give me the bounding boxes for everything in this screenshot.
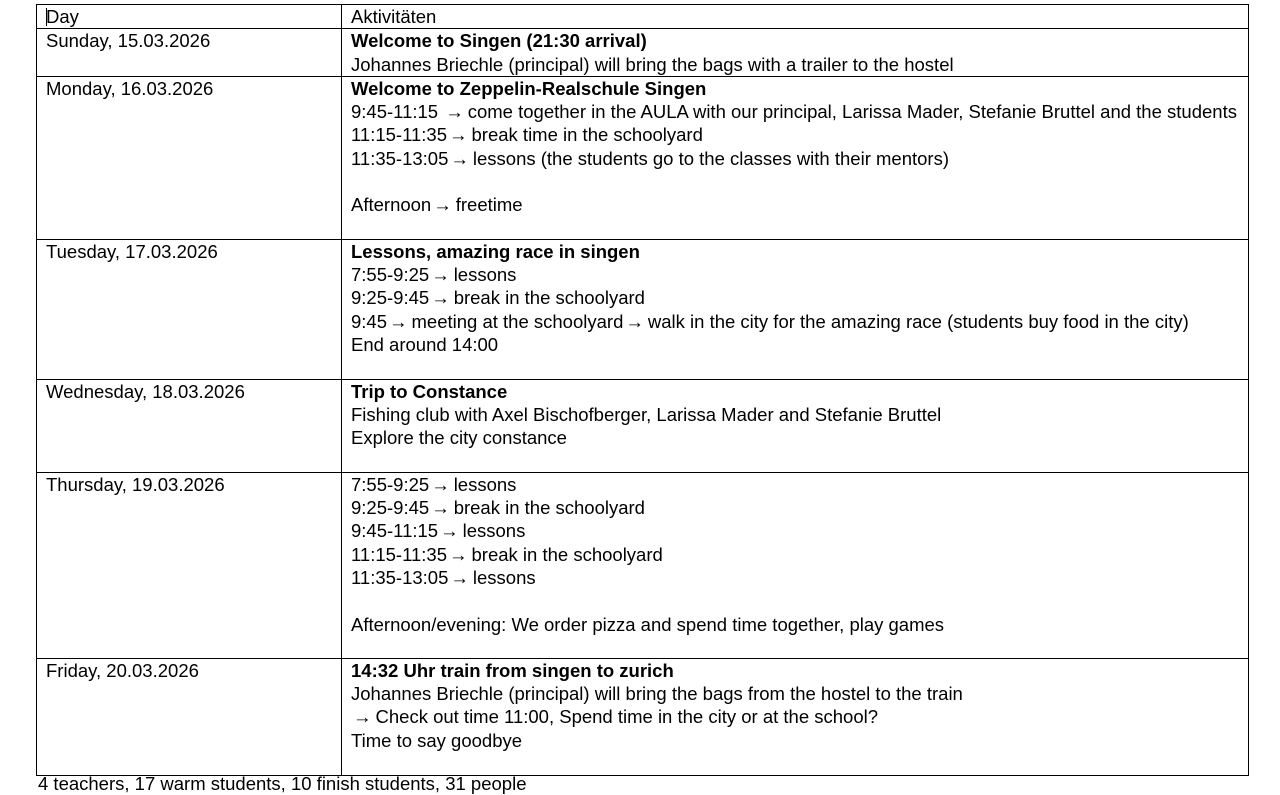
schedule-line bbox=[351, 123, 1240, 146]
schedule-line bbox=[351, 496, 1240, 519]
time-range: 11:35-13:05 bbox=[351, 567, 449, 589]
day-label: Monday, 16.03.2026 bbox=[46, 77, 214, 99]
activity-text: Check out time 11:00, Spend time in the city or at the school? bbox=[375, 706, 879, 728]
activity-heading: Trip to Constance bbox=[351, 380, 508, 402]
time-range: 9:45-11:15 bbox=[351, 101, 444, 123]
day-label: Friday, 20.03.2026 bbox=[46, 659, 199, 681]
arrow-right-icon: → bbox=[445, 101, 464, 123]
activities-cell[interactable] bbox=[342, 76, 1249, 239]
schedule-line bbox=[351, 263, 1240, 286]
activity-line: Fishing club with Axel Bischofberger, Larissa Mader and Stefanie Bruttel bbox=[351, 404, 942, 426]
activity-text: lessons (the students go to the classes with their mentors) bbox=[472, 147, 949, 169]
activities-cell[interactable] bbox=[342, 379, 1249, 472]
activity-text: walk in the city for the amazing race (students buy food in the city) bbox=[647, 310, 1189, 332]
day-cell[interactable] bbox=[37, 29, 342, 77]
time-range: 11:15-11:35 bbox=[351, 543, 448, 565]
blank-line bbox=[351, 589, 1240, 612]
time-range: 9:25-9:45 bbox=[351, 287, 430, 309]
activity-text: lessons bbox=[453, 473, 517, 495]
activities-cell[interactable] bbox=[342, 658, 1249, 775]
activity-text: break in the schoolyard bbox=[471, 543, 663, 565]
schedule-line bbox=[351, 543, 1240, 566]
arrow-right-icon: → bbox=[431, 497, 450, 519]
time-range: Afternoon bbox=[351, 194, 432, 216]
arrow-right-icon: → bbox=[449, 543, 468, 565]
schedule-line bbox=[351, 147, 1240, 170]
table-row bbox=[37, 76, 1249, 239]
day-cell[interactable] bbox=[37, 76, 342, 239]
activity-text: come together in the AULA with our principal, Larissa Mader, Stefanie Bruttel and the students bbox=[467, 101, 1237, 123]
day-cell[interactable] bbox=[37, 379, 342, 472]
time-range: 11:35-13:05 bbox=[351, 147, 449, 169]
arrow-right-icon: → bbox=[433, 194, 452, 216]
day-cell[interactable] bbox=[37, 239, 342, 379]
schedule-line bbox=[351, 519, 1240, 542]
activity-text: freetime bbox=[455, 194, 523, 216]
header-day-label: Day bbox=[46, 6, 79, 27]
time-range: 11:15-11:35 bbox=[351, 124, 448, 146]
activity-heading: Lessons, amazing race in singen bbox=[351, 240, 640, 262]
activity-text: lessons bbox=[462, 520, 526, 542]
time-range: 9:25-9:45 bbox=[351, 497, 430, 519]
day-label: Tuesday, 17.03.2026 bbox=[46, 240, 218, 262]
activity-text: lessons bbox=[453, 264, 517, 286]
activity-line: Afternoon/evening: We order pizza and spend time together, play games bbox=[351, 613, 945, 635]
schedule-line bbox=[351, 705, 1240, 728]
activity-line: End around 14:00 bbox=[351, 334, 499, 356]
header-activities-label: Aktivitäten bbox=[351, 6, 437, 27]
activity-text: meeting at the schoolyard bbox=[411, 310, 624, 332]
schedule-line bbox=[351, 473, 1240, 496]
table-row bbox=[37, 239, 1249, 379]
document-page bbox=[36, 4, 1248, 776]
activity-text: break in the schoolyard bbox=[453, 497, 645, 519]
activity-line: Johannes Briechle (principal) will bring the bags from the hostel to the train bbox=[351, 683, 963, 705]
schedule-line bbox=[351, 566, 1240, 589]
schedule-line bbox=[351, 310, 1240, 333]
activity-heading: Welcome to Zeppelin-Realschule Singen bbox=[351, 77, 707, 99]
time-range: 9:45 bbox=[351, 310, 388, 332]
blank-line bbox=[351, 170, 1240, 193]
schedule-line bbox=[351, 193, 1240, 216]
activity-line: Explore the city constance bbox=[351, 427, 567, 449]
table-row bbox=[37, 379, 1249, 472]
footer-note: 4 teachers, 17 warm students, 10 finish students, 31 people bbox=[38, 773, 527, 794]
activity-text: lessons bbox=[472, 567, 536, 589]
day-label: Sunday, 15.03.2026 bbox=[46, 30, 211, 52]
arrow-right-icon: → bbox=[450, 147, 469, 169]
activity-text: break time in the schoolyard bbox=[471, 124, 703, 146]
activity-heading: Welcome to Singen (21:30 arrival) bbox=[351, 30, 647, 52]
day-label: Wednesday, 18.03.2026 bbox=[46, 380, 245, 402]
day-cell[interactable] bbox=[37, 472, 342, 658]
activity-line: Johannes Briechle (principal) will bring the bags with a trailer to the hostel bbox=[351, 53, 954, 75]
arrow-right-icon: → bbox=[431, 287, 450, 309]
arrow-right-icon: → bbox=[431, 264, 450, 286]
header-cell-day[interactable] bbox=[37, 5, 342, 29]
table-row bbox=[37, 472, 1249, 658]
schedule-table bbox=[36, 4, 1249, 776]
header-cell-activities[interactable] bbox=[342, 5, 1249, 29]
time-range: 7:55-9:25 bbox=[351, 264, 430, 286]
arrow-right-icon: → bbox=[353, 706, 372, 728]
table-row bbox=[37, 658, 1249, 775]
arrow-right-icon: → bbox=[389, 310, 408, 332]
arrow-right-icon: → bbox=[431, 473, 450, 495]
arrow-right-icon: → bbox=[625, 310, 644, 332]
activity-text: break in the schoolyard bbox=[453, 287, 645, 309]
arrow-right-icon: → bbox=[449, 124, 468, 146]
activity-line: Time to say goodbye bbox=[351, 729, 523, 751]
time-range: 9:45-11:15 bbox=[351, 520, 439, 542]
arrow-right-icon: → bbox=[450, 567, 469, 589]
activity-heading: 14:32 Uhr train from singen to zurich bbox=[351, 659, 674, 681]
table-header-row bbox=[37, 5, 1249, 29]
schedule-line bbox=[351, 100, 1240, 123]
activities-cell[interactable] bbox=[342, 472, 1249, 658]
table-row bbox=[37, 29, 1249, 77]
time-range: 7:55-9:25 bbox=[351, 473, 430, 495]
activities-cell[interactable] bbox=[342, 239, 1249, 379]
arrow-right-icon: → bbox=[440, 520, 459, 542]
activities-cell[interactable] bbox=[342, 29, 1249, 77]
day-label: Thursday, 19.03.2026 bbox=[46, 473, 225, 495]
schedule-line bbox=[351, 286, 1240, 309]
day-cell[interactable] bbox=[37, 658, 342, 775]
